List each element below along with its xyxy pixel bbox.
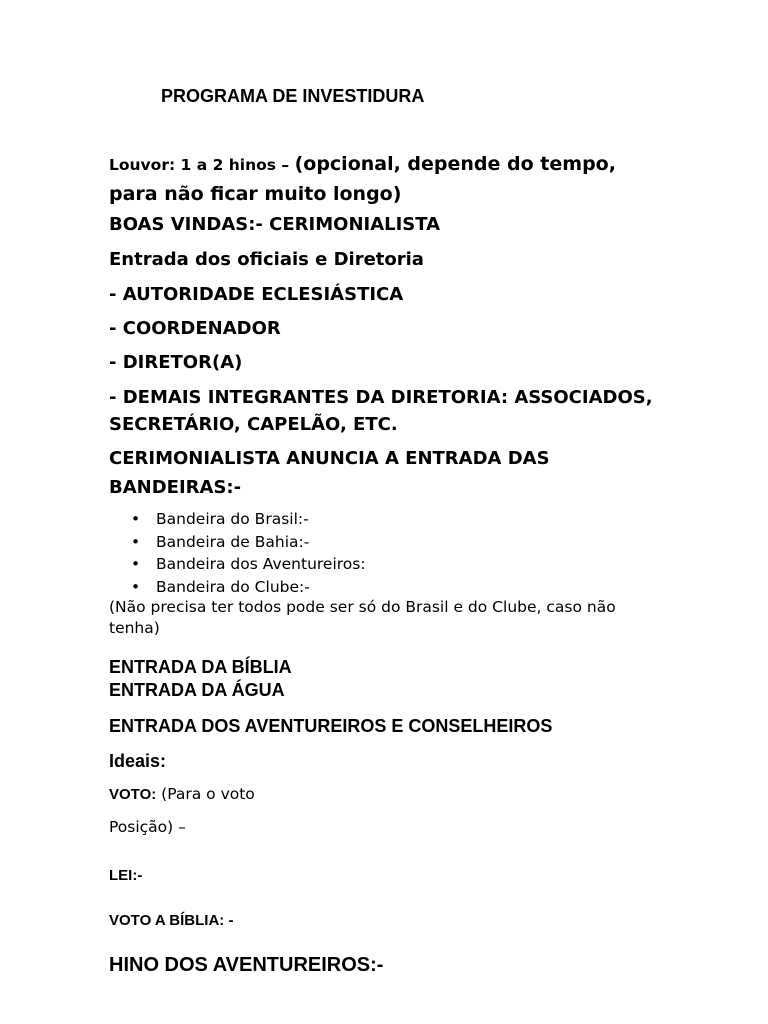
- cerimonialista-line1: CERIMONIALISTA ANUNCIA A ENTRADA DAS: [109, 448, 550, 469]
- hino-heading: HINO DOS AVENTUREIROS:-: [109, 954, 384, 976]
- bandeiras-note: (Não precisa ter todos pode ser só do Brasil e do Clube, caso não tenha): [109, 598, 616, 637]
- bullet-icon: •: [131, 510, 141, 528]
- bandeira-label: Bandeira do Clube:-: [156, 577, 310, 596]
- voto-line: [109, 784, 255, 803]
- bandeira-label: Bandeira de Bahia:-: [156, 532, 310, 551]
- ideais-heading: Ideais:: [109, 751, 167, 771]
- lei-heading: LEI:-: [109, 867, 143, 884]
- list-item: [131, 576, 366, 599]
- bandeira-label: Bandeira do Brasil:-: [156, 510, 309, 528]
- entrada-biblia-heading: ENTRADA DA BÍBLIA: [109, 657, 292, 677]
- coordenador-item: - COORDENADOR: [109, 318, 281, 339]
- entrada-agua-heading: ENTRADA DA ÁGUA: [109, 680, 285, 700]
- document-title: PROGRAMA DE INVESTIDURA: [161, 86, 425, 106]
- boas-vindas-heading: BOAS VINDAS:- CERIMONIALISTA: [109, 214, 441, 235]
- cerimonialista-line2: BANDEIRAS:-: [109, 477, 242, 498]
- entrada-oficiais-heading: Entrada dos oficiais e Diretoria: [109, 249, 424, 270]
- bandeira-label: Bandeira dos Aventureiros:: [156, 555, 366, 573]
- demais-integrantes-line1: - DEMAIS INTEGRANTES DA DIRETORIA: ASSOCIADOS,: [109, 387, 653, 408]
- list-item: [131, 508, 366, 531]
- voto-biblia-heading: VOTO A BÍBLIA: -: [109, 912, 234, 929]
- posicao-line: Posição) –: [109, 818, 186, 836]
- list-item: [131, 531, 366, 554]
- bandeiras-list: [131, 508, 366, 598]
- bullet-icon: •: [131, 577, 141, 596]
- voto-label: VOTO:: [109, 786, 157, 803]
- autoridade-item: - AUTORIDADE ECLESIÁSTICA: [109, 284, 404, 305]
- diretor-item: - DIRETOR(A): [109, 352, 243, 373]
- bullet-icon: •: [131, 555, 141, 573]
- louvor-note: (opcional, depende do tempo, para não ficar muito longo): [109, 153, 616, 205]
- voto-text: (Para o voto: [156, 785, 255, 803]
- louvor-label: Louvor: 1 a 2 hinos –: [109, 156, 295, 174]
- entrada-aventureiros-heading: ENTRADA DOS AVENTUREIROS E CONSELHEIROS: [109, 716, 553, 736]
- bullet-icon: •: [131, 532, 141, 551]
- demais-integrantes-line2: SECRETÁRIO, CAPELÃO, ETC.: [109, 414, 398, 435]
- list-item: [131, 553, 366, 576]
- louvor-line: [109, 150, 649, 209]
